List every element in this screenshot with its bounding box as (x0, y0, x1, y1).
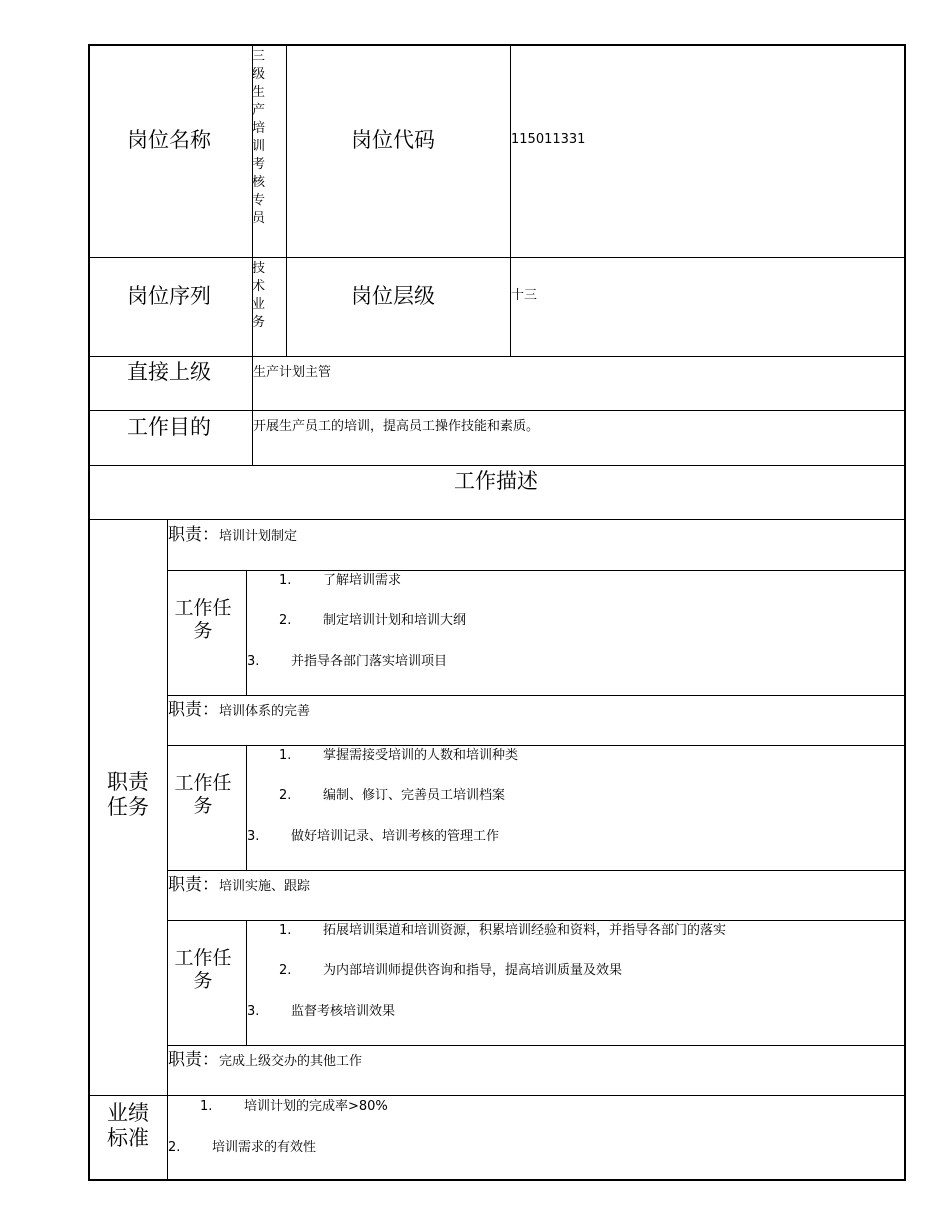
task-text: 制定培训计划和培训大纲 (323, 613, 467, 628)
row-divider (167, 745, 906, 746)
row-divider (88, 356, 906, 357)
post-code-label: 岗位代码 (351, 128, 435, 152)
task-text: 掌握需接受培训的人数和培训种类 (323, 748, 519, 763)
row-divider (88, 519, 906, 520)
col-divider (286, 44, 287, 356)
task-number: 2. (279, 788, 292, 803)
duty-heading (168, 525, 297, 545)
duty-title: 培训体系的完善 (219, 704, 311, 719)
duty-prefix: 职责： (168, 1050, 219, 1070)
post-sequence-label: 岗位序列 (127, 284, 211, 308)
post-code-value: 115011331 (511, 132, 586, 147)
task-label: 工作任务 (174, 772, 232, 817)
task-number: 1. (279, 748, 292, 763)
task-number: 3. (247, 654, 260, 669)
task-text: 监督考核培训效果 (291, 1004, 396, 1019)
col-divider (246, 920, 247, 1045)
row-divider (167, 570, 906, 571)
row-divider (88, 410, 906, 411)
task-number: 3. (247, 1004, 260, 1019)
duty-prefix: 职责： (168, 700, 219, 720)
purpose-label: 工作目的 (127, 415, 211, 439)
duty-title: 完成上级交办的其他工作 (219, 1054, 363, 1069)
duty-heading (168, 1050, 362, 1070)
task-number: 1. (279, 923, 292, 938)
row-divider (167, 920, 906, 921)
row-divider (88, 465, 906, 466)
post-level-value: 十三 (511, 288, 538, 303)
duty-heading (168, 700, 310, 720)
row-divider (88, 1095, 906, 1096)
post-name-label: 岗位名称 (127, 128, 211, 152)
superior-label: 直接上级 (127, 360, 211, 384)
row-divider (167, 870, 906, 871)
row-divider (88, 257, 906, 258)
task-text: 为内部培训师提供咨询和指导，提高培训质量及效果 (323, 963, 623, 978)
post-name-value: 三级生产培训考核专员 (252, 49, 266, 226)
task-text: 做好培训记录、培训考核的管理工作 (291, 829, 500, 844)
performance-text: 培训需求的有效性 (212, 1140, 317, 1155)
row-divider (167, 1045, 906, 1046)
performance-number: 2. (168, 1140, 181, 1155)
task-text: 并指导各部门落实培训项目 (291, 654, 448, 669)
task-number: 2. (279, 963, 292, 978)
section-title: 工作描述 (454, 469, 538, 493)
task-text: 了解培训需求 (323, 573, 402, 588)
duty-prefix: 职责： (168, 525, 219, 545)
duty-prefix: 职责： (168, 875, 219, 895)
col-divider (246, 745, 247, 870)
task-label: 工作任务 (174, 947, 232, 992)
col-divider (510, 44, 511, 356)
task-number: 1. (279, 573, 292, 588)
superior-value: 生产计划主管 (253, 365, 332, 380)
task-text: 编制、修订、完善员工培训档案 (323, 788, 506, 803)
purpose-value: 开展生产员工的培训，提高员工操作技能和素质。 (253, 419, 540, 434)
task-number: 2. (279, 613, 292, 628)
duty-title: 培训实施、跟踪 (219, 879, 311, 894)
col-divider (246, 570, 247, 695)
performance-label: 业绩标准 (107, 1101, 149, 1151)
performance-text: 培训计划的完成率>80% (244, 1099, 388, 1114)
duties-label: 职责任务 (107, 770, 149, 820)
col-divider (167, 519, 168, 1181)
post-level-label: 岗位层级 (351, 284, 435, 308)
duty-heading (168, 875, 310, 895)
duty-title: 培训计划制定 (219, 529, 298, 544)
performance-number: 1. (200, 1099, 213, 1114)
task-number: 3. (247, 829, 260, 844)
post-sequence-value: 技术业务 (252, 261, 266, 330)
task-text: 拓展培训渠道和培训资源，积累培训经验和资料，并指导各部门的落实 (323, 923, 727, 938)
task-label: 工作任务 (174, 597, 232, 642)
row-divider (167, 695, 906, 696)
